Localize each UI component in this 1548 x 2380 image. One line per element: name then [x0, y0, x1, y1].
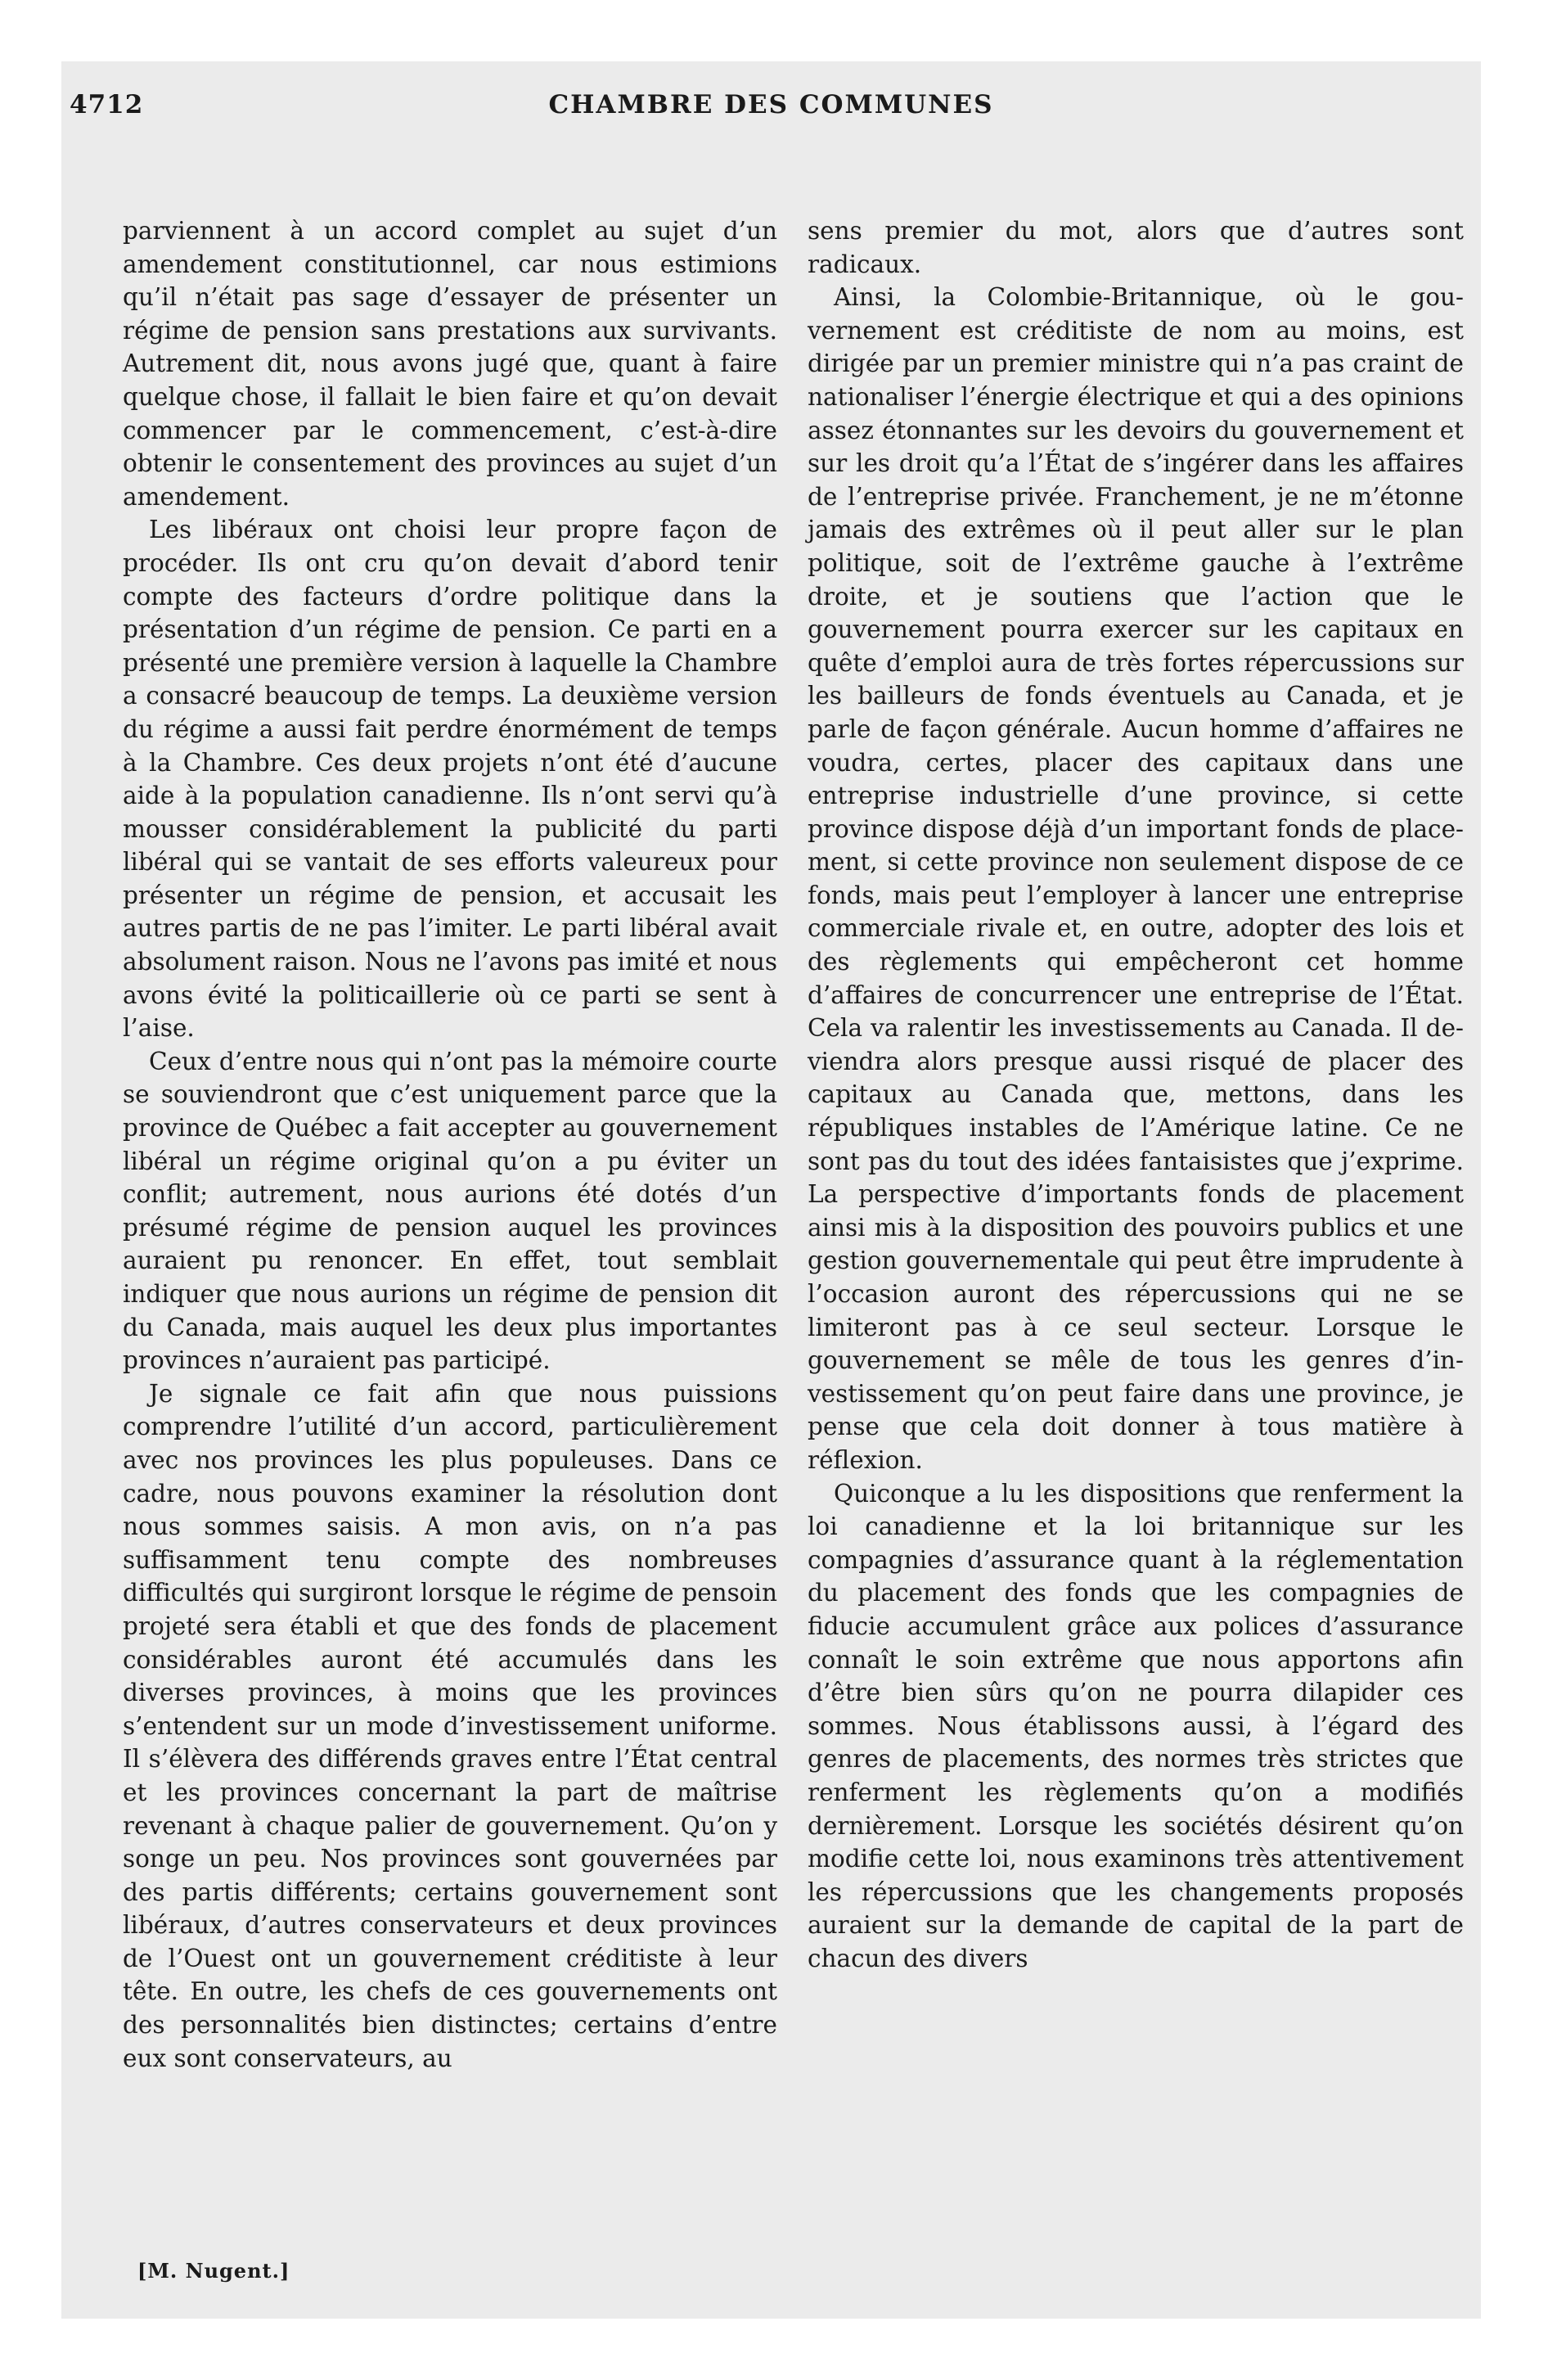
speaker-attribution: [M. Nugent.]: [137, 2259, 290, 2283]
paragraph: Les libéraux ont choisi leur propre façon de procéder. Ils ont cru qu’on devait d’abord tenir compte des facteurs d’ordre politique dans la présentation d’un régime de pension. Ce parti en a présenté une première version à laquelle la Chambre a consacré beaucoup de temps. La deuxième version du régime a aussi fait perdre énormément de temps à la Chambre. Ces deux projets n’ont été d’aucune aide à la population canadienne. Ils n’ont servi qu’à mousser considérablement la publicité du parti libéral qui se vantait de ses efforts valeureux pour présenter un régime de pension, et accusait les autres partis de ne pas l’imiter. Le parti libéral avait absolument raison. Nous ne l’avons pas imité et nous avons évité la politicaillerie où ce parti se sent à l’aise.: [123, 516, 777, 1043]
running-head: CHAMBRE DES COMMUNES: [548, 90, 994, 119]
paragraph: Ainsi, la Colombie-Britannique, où le gouvernement est créditiste de nom au moins, est dirigée par un premier ministre qui n’a pas craint de nationaliser l’énergie électrique et qui a des opinions assez étonnantes sur les devoirs du gouvernement et sur les droit qu’a l’État de s’ingérer dans les affaires de l’entreprise privée. Franchement, je ne m’étonne jamais des extrêmes où il peut aller sur le plan politique, soit de l’extrême gauche à l’extrême droite, et je soutiens que l’action que le gouvernement pourra exercer sur les capitaux en quête d’emploi aura de très fortes répercussions sur les bailleurs de fonds éventuels au Canada, et je parle de façon générale. Aucun homme d’affaires ne voudra, certes, placer des capitaux dans une entreprise industrielle d’une province, si cette province dispose déjà d’un important fonds de placement, si cette province non seulement dispose de ce fonds, mais peut l’employer à lancer une entreprise commerciale rivale et, en outre, adopter des lois et des règlements qui empêcheront cet homme d’affaires de concurrencer une entreprise de l’État. Cela va ralentir les investissements au Canada. Il deviendra alors presque aussi risqué de placer des capitaux au Canada que, mettons, dans les républiques instables de l’Amérique latine. Ce ne sont pas du tout des idées fantaisistes que j’exprime. La perspective d’importants fonds de placement ainsi mis à la disposition des pouvoirs publics et une gestion gouvernementale qui peut être imprudente à l’occasion auront des répercussions qui ne se limiteront pas à ce seul secteur. Lorsque le gouvernement se mêle de tous les genres d’investissement qu’on peut faire dans une province, je pense que cela doit donner à tous matière à réflexion.: [808, 283, 1464, 1474]
paragraph: parviennent à un accord complet au sujet d’un amendement constitutionnel, car nous estimions qu’il n’était pas sage d’essayer de présenter un régime de pension sans prestations aux survivants. Autrement dit, nous avons jugé que, quant à faire quelque chose, il fallait le bien faire et qu’on devait commencer par le commencement, c’est-à-dire obtenir le consentement des provinces au sujet d’un amendement.: [123, 217, 777, 511]
right-column: [808, 214, 1464, 1975]
page-number: 4712: [70, 90, 144, 119]
paragraph: sens premier du mot, alors que d’autres sont radicaux.: [808, 217, 1464, 278]
page-header: [70, 90, 1473, 131]
paragraph: Je signale ce fait afin que nous puissions comprendre l’utilité d’un accord, particulièrement avec nos provinces les plus populeuses. Dans ce cadre, nous pouvons examiner la résolution dont nous sommes saisis. A mon avis, on n’a pas suffisamment tenu compte des nombreuses difficultés qui surgiront lorsque le régime de pensoin projeté sera établi et que des fonds de placement considérables auront été accumulés dans les diverses provinces, à moins que les provinces s’entendent sur un mode d’investissement uniforme. Il s’élèvera des différends graves entre l’État central et les provinces concernant la part de maîtrise revenant à chaque palier de gouvernement. Qu’on y songe un peu. Nos provinces sont gouvernées par des partis différents; certains gouvernement sont libéraux, d’autres conservateurs et deux provinces de l’Ouest ont un gouvernement créditiste à leur tête. En outre, les chefs de ces gouvernements ont des personnalités bien distinctes; certains d’entre eux sont conservateurs, au: [123, 1379, 777, 2072]
left-column: [123, 214, 777, 2075]
paragraph: Ceux d’entre nous qui n’ont pas la mémoire courte se souviendront que c’est uniquement parce que la province de Québec a fait accepter au gouvernement libéral un régime original qu’on a pu éviter un conflit; autrement, nous aurions été dotés d’un présumé régime de pension auquel les provinces auraient pu renoncer. En effet, tout semblait indiquer que nous aurions un régime de pension dit du Canada, mais auquel les deux plus importantes provinces n’auraient pas participé.: [123, 1047, 777, 1375]
paragraph: Quiconque a lu les dispositions que renferment la loi canadienne et la loi britannique sur les compagnies d’assurance quant à la réglementation du placement des fonds que les compagnies de fiducie accumulent grâce aux polices d’assurance connaît le soin extrême que nous apportons afin d’être bien sûrs qu’on ne pourra dilapider ces sommes. Nous établissons aussi, à l’égard des genres de placements, des normes très strictes que renferment les règlements qu’on a modifiés dernièrement. Lorsque les sociétés désirent qu’on modifie cette loi, nous examinons très attentivement les répercussions que les changements proposés auraient sur la demande de capital de la part de chacun des divers: [808, 1479, 1464, 1972]
